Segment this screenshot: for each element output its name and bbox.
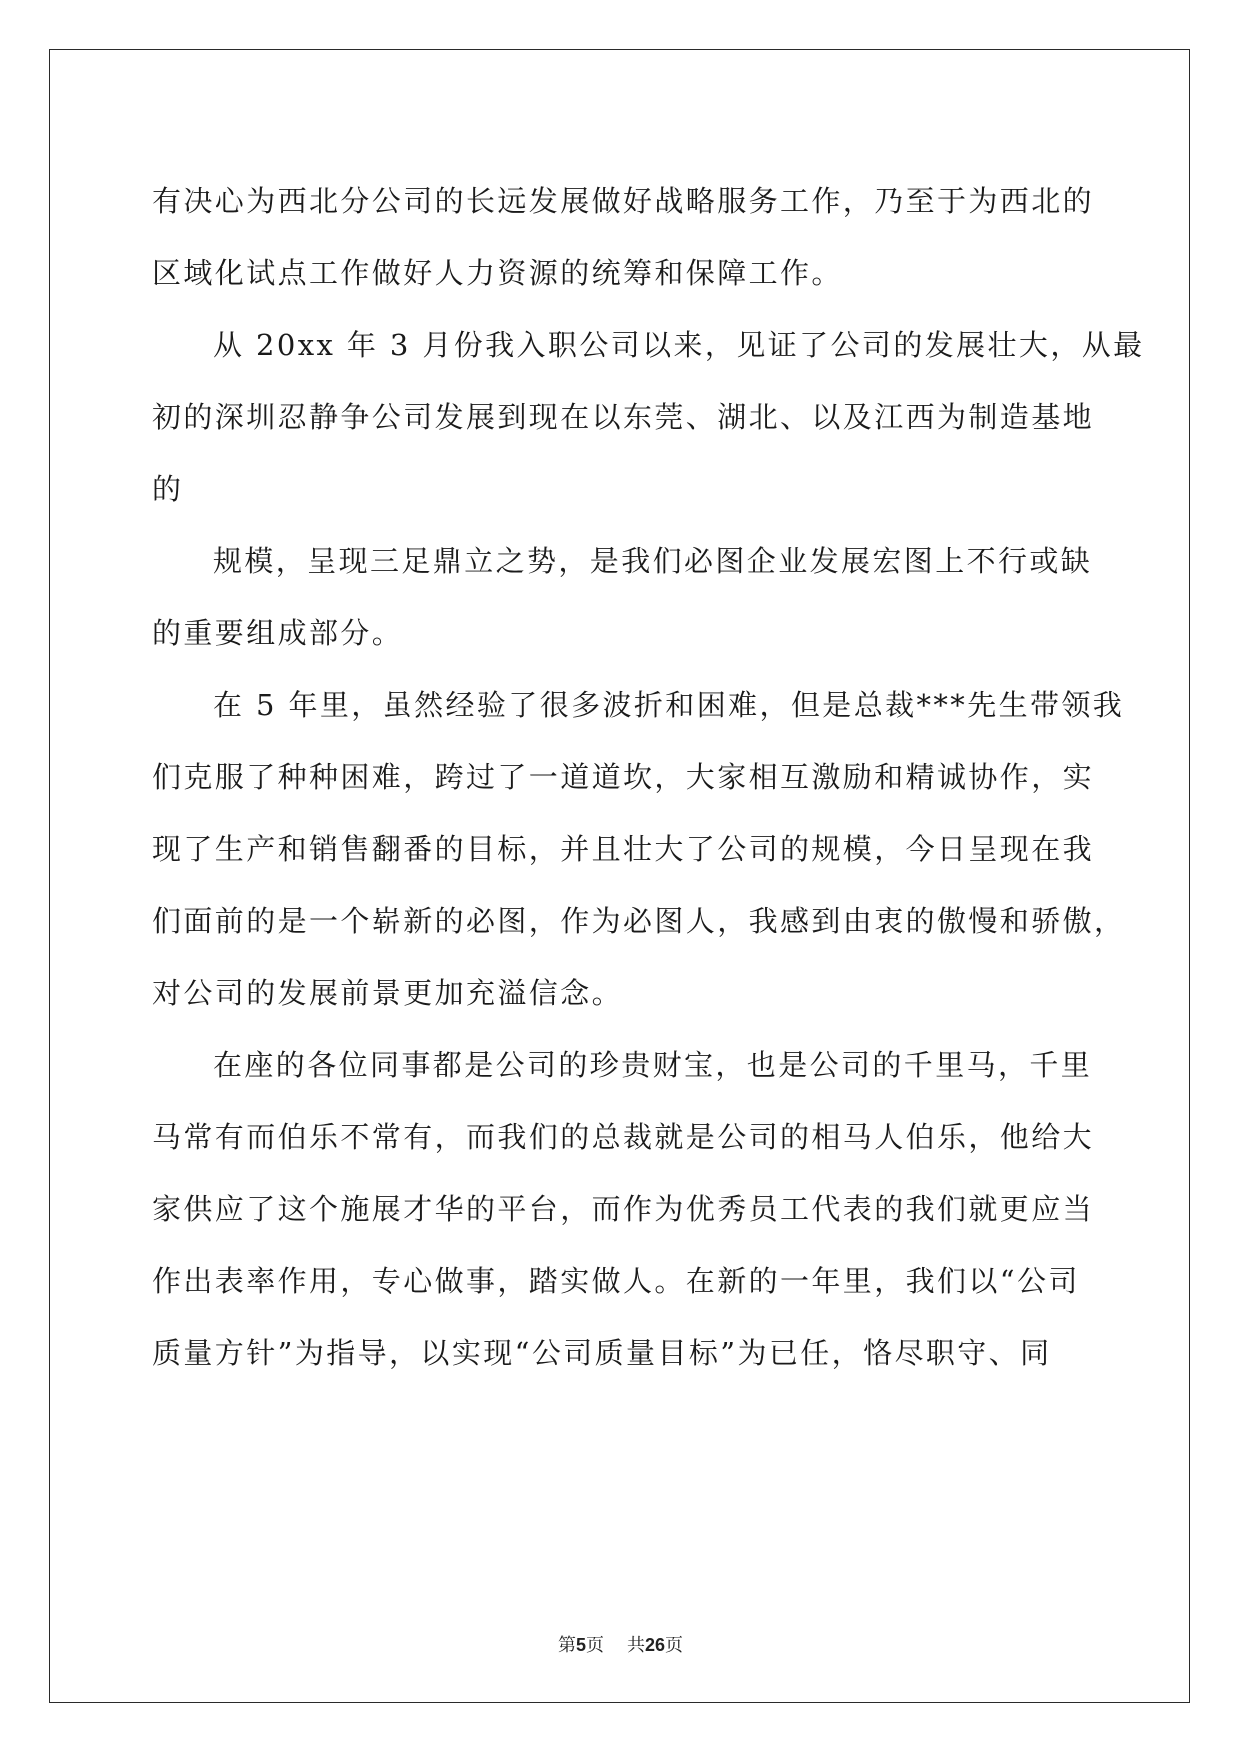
document-body: [152, 165, 1145, 1389]
text-line: 马常有而伯乐不常有，而我们的总裁就是公司的相马人伯乐，他给大: [152, 1120, 1095, 1154]
page-footer: [0, 1631, 1241, 1657]
text-line: 对公司的发展前景更加充溢信念。: [152, 976, 624, 1010]
footer-total-prefix: 共: [626, 1635, 645, 1656]
footer-page-suffix: 页: [586, 1635, 605, 1656]
text-line: 在座的各位同事都是公司的珍贵财宝，也是公司的千里马，千里: [213, 1048, 1093, 1082]
text-line: 们克服了种种困难，跨过了一道道坎，大家相互激励和精诚协作，实: [152, 760, 1095, 794]
text-line: 的: [152, 472, 184, 506]
text-line: 区域化试点工作做好人力资源的统筹和保障工作。: [152, 256, 843, 290]
footer-total-suffix: 页: [664, 1635, 683, 1656]
text-line: 现了生产和销售翻番的目标，并且壮大了公司的规模，今日呈现在我: [152, 832, 1095, 866]
text-line: 规模，呈现三足鼎立之势，是我们必图企业发展宏图上不行或缺: [213, 544, 1093, 578]
total-page-count: 26: [644, 1635, 665, 1655]
text-line: 从 20xx 年 3 月份我入职公司以来，见证了公司的发展壮大，从最: [213, 328, 1145, 362]
current-page-number: 5: [576, 1635, 587, 1655]
text-line: 家供应了这个施展才华的平台，而作为优秀员工代表的我们就更应当: [152, 1192, 1095, 1226]
text-line: 们面前的是一个崭新的必图，作为必图人，我感到由衷的傲慢和骄傲，: [152, 904, 1126, 938]
text-line: 的重要组成部分。: [152, 616, 404, 650]
footer-prefix: 第: [558, 1635, 577, 1656]
text-line: 初的深圳忍静争公司发展到现在以东莞、湖北、以及江西为制造基地: [152, 400, 1095, 434]
text-line: 有决心为西北分公司的长远发展做好战略服务工作，乃至于为西北的: [152, 184, 1095, 218]
text-line: 质量方针”为指导，以实现“公司质量目标”为已任，恪尽职守、同: [152, 1336, 1052, 1370]
text-line: 在 5 年里，虽然经验了很多波折和困难，但是总裁***先生带领我: [213, 688, 1125, 722]
text-line: 作出表率作用，专心做事，踏实做人。在新的一年里，我们以“公司: [152, 1264, 1080, 1298]
